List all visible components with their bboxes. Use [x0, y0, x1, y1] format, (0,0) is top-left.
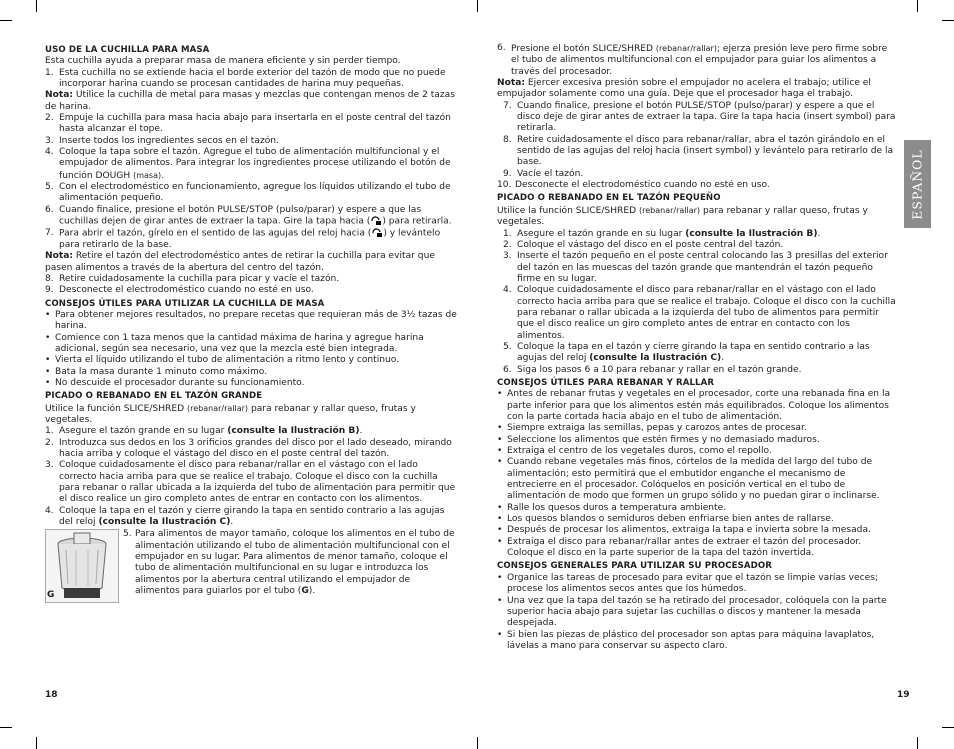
section-heading: CONSEJOS ÚTILES PARA REBANAR Y RALLAR	[497, 377, 715, 388]
list-item: 8. Retire cuidadosamente el disco para rebanar/rallar, abra el tazón girándolo en el sentido de las agujas del reloj hacia (insert symbol) y levántelo para retirarlo de la base.	[503, 134, 894, 168]
bullet-item: • Siempre extraiga las semillas, pepas y carozos antes de procesar.	[497, 423, 807, 434]
note: Nota: Ejercer excesiva presión sobre el empujador no acelera el trabajo; utilice el empujador solamente como una guía. Deje que el procesador haga el trabajo.	[497, 78, 871, 100]
bullet-item: • Extraiga el centro de los vegetales duros, como el repollo.	[497, 446, 772, 457]
paragraph: Esta cuchilla ayuda a preparar masa de manera eficiente y sin perder tiempo.	[45, 56, 401, 67]
list-item: 7. Cuando finalice, presione el botón PULSE/STOP (pulso/parar) y espere a que el disco deje de girar antes de extraer la tapa. Gire la tapa hacia (insert symbol) para retirarla.	[503, 100, 896, 134]
crop-mark	[477, 737, 478, 749]
crop-mark	[917, 0, 918, 12]
note: Nota: Utilice la cuchilla de metal para masas y mezclas que contengan menos de 2 tazas de harina.	[45, 90, 455, 112]
crop-mark	[0, 727, 12, 728]
bullet-item: • Organice las tareas de procesado para evitar que el tazón se limpie varias veces; procese los alimentos secos antes que los húmedos.	[497, 572, 879, 595]
list-item: 4. Coloque la tapa en el tazón y cierre girando la tapa en sentido contrario a las agujas del reloj (consulte la Ilustración C).	[45, 505, 445, 528]
bullet-item: • Los quesos blandos o semiduros deben enfriarse bien antes de rallarse.	[497, 514, 834, 525]
right-page-column	[497, 43, 897, 652]
page-number: 18	[45, 690, 58, 700]
section-heading: USO DE LA CUCHILLA PARA MASA	[45, 45, 210, 55]
bullet-item: • Ralle los quesos duros a temperatura ambiente.	[497, 502, 727, 513]
list-item: 8. Retire cuidadosamente la cuchilla para picar y vacíe el tazón.	[45, 273, 340, 284]
language-tab-label: ESPAÑOL	[910, 148, 925, 220]
left-page-column	[45, 43, 457, 603]
list-item: 2. Coloque el vástago del disco en el poste central del tazón.	[503, 239, 784, 250]
crop-mark	[942, 20, 954, 21]
illustration-g-image	[45, 529, 119, 603]
bullet-item: • Si bien las piezas de plástico del procesador son aptas para máquina lavaplatos, lávelas a mano para conservar su aspecto claro.	[497, 629, 875, 651]
list-item: 1. Asegure el tazón grande en su lugar (consulte la Ilustración B).	[503, 228, 821, 239]
crop-mark	[917, 737, 918, 749]
language-tab	[904, 140, 931, 228]
bullet-item: • Comience con 1 taza menos que la cantidad máxima de harina y agregue harina adicional, según sea necesario, una vez que la mezcla esté bien integrada.	[45, 332, 424, 354]
illustration-label: G	[47, 590, 55, 601]
list-item: 5. Coloque la tapa en el tazón y cierre girando la tapa en sentido contrario a las agujas del reloj (consulte la Ilustración C).	[503, 341, 870, 364]
illustration-g-block	[45, 529, 457, 603]
section-heading: CONSEJOS ÚTILES PARA UTILIZAR LA CUCHILLA DE MASA	[45, 298, 325, 309]
paragraph: Utilice la función SLICE/SHRED (rebanar/rallar) para rebanar y rallar queso, frutas y vegetales.	[497, 205, 868, 228]
section-heading: PICADO O REBANADO EN EL TAZÓN PEQUEÑO	[497, 193, 721, 204]
bullet-item: • Después de procesar los alimentos, extraiga la tapa e invierta sobre la mesada.	[497, 525, 871, 536]
list-item: 3. Inserte el tazón pequeño en el poste central colocando las 3 presillas del exterior del tazón en las muescas del tazón grande que mantendrán el tazón pequeño firme en su lugar.	[503, 251, 888, 284]
crop-mark	[942, 727, 954, 728]
list-item: 4. Coloque la tapa sobre el tazón. Agregue el tubo de alimentación multifuncional y el empujador de alimentos. Para integrar los ingredientes procese utilizando el botón de función DOUGH (masa).	[45, 147, 451, 181]
unlock-rotate-icon	[370, 216, 382, 226]
section-heading: CONSEJOS GENERALES PARA UTILIZAR SU PROCESADOR	[497, 561, 773, 572]
list-item: 3. Coloque cuidadosamente el disco para rebanar/rallar en el vástago con el lado correcto hacia arriba para que se realice el trabajo. Coloque el disco con la cuchilla para rebanar o rallar ubicada a la izquierda del tubo de alimentación para permitir que el disco realice un giro completo antes de entrar en contacto con los alimentos.	[45, 460, 456, 505]
list-item: 5. Con el electrodoméstico en funcionamiento, agregue los líquidos utilizando el tubo de alimentación pequeño.	[45, 182, 451, 204]
bullet-item: • Vierta el líquido utilizando el tubo de alimentación a ritmo lento y continuo.	[45, 355, 400, 366]
bullet-item: • Extraiga el disco para rebanar/rallar antes de extraer el tazón del procesador. Coloque el disco en la parte superior de la tapa del tazón invertida.	[497, 536, 862, 559]
list-item: 9. Desconecte el electrodoméstico cuando no esté en uso.	[45, 285, 314, 296]
page-number: 19	[897, 690, 910, 700]
list-item: 6. Presione el botón SLICE/SHRED (rebanar/rallar); ejerza presión leve pero firme sobre el tubo de alimentos multifuncional con el empujador para guiar los alimentos a través del procesador.	[497, 43, 888, 77]
list-item: 6. Siga los pasos 6 a 10 para rebanar y rallar en el tazón grande.	[503, 364, 802, 375]
list-item: 1. Asegure el tazón grande en su lugar (consulte la Ilustración B).	[45, 426, 363, 437]
note: Nota: Retire el tazón del electrodoméstico antes de retirar la cuchilla para evitar que pasen alimentos a través de la abertura del centro del tazón.	[45, 251, 435, 273]
crop-mark	[477, 0, 478, 12]
list-item: 2. Empuje la cuchilla para masa hacia abajo para insertarla en el poste central del tazón hasta alcanzar el tope.	[45, 113, 451, 135]
bullet-item: • Cuando rebane vegetales más finos, córtelos de la medida del largo del tubo de alimentación; esto permitirá que el embutidor enganche el mecanismo de entrecierre en el procesador. Colóquelos en posición vertical en el tubo de alimentación de modo que formen un grupo sólido y no puedan girar o inclinarse.	[497, 457, 880, 502]
list-item: 10. Desconecte el electrodoméstico cuando no esté en uso.	[497, 180, 770, 191]
list-item: 6. Cuando finalice, presione el botón PULSE/STOP (pulso/parar) y espere a que las cuchillas dejen de girar antes de extraer la tapa. Gire la tapa hacia ( ) para retirarla.	[45, 204, 452, 227]
list-item: 5. Para alimentos de mayor tamaño, coloque los alimentos en el tubo de alimentación utilizando el tubo de alimentación multifuncional con el empujador en su lugar. Para alimentos de menor tamaño, coloque el tubo de alimentación multifuncional en su lugar e introduzca los alimentos por la abertura central utilizando el empujador de alimentos para guiarlos por el tubo (G).	[123, 529, 455, 597]
bullet-item: • Una vez que la tapa del tazón se ha retirado del procesador, colóquela con la parte superior hacia abajo para sujetar las cuchillas o discos y mantener la mesada despejada.	[497, 595, 887, 629]
list-item: 3. Inserte todos los ingredientes secos en el tazón.	[45, 135, 279, 146]
list-item: 9. Vacíe el tazón.	[503, 168, 584, 179]
bullet-item: • Bata la masa durante 1 minuto como máximo.	[45, 366, 268, 377]
bullet-item: • Para obtener mejores resultados, no prepare recetas que requieran más de 3½ tazas de harina.	[45, 309, 457, 332]
paragraph: Utilice la función SLICE/SHRED (rebanar/rallar) para rebanar y rallar queso, frutas y vegetales.	[45, 403, 416, 425]
list-item: 1. Esta cuchilla no se extiende hacia el borde exterior del tazón de modo que no puede incorporar harina cuando se procesan cantidades de harina muy pequeñas.	[45, 67, 446, 90]
list-item: 4. Coloque cuidadosamente el disco para rebanar/rallar en el vástago con el lado correcto hacia arriba para que se realice el trabajo. Coloque el disco con la cuchilla para rebanar o rallar ubicada a la izquierda del tubo de alimentos para permitir que el disco realice un giro completo antes de entrar en contacto con los alimentos.	[503, 285, 896, 341]
bullet-item: • No descuide el procesador durante su funcionamiento.	[45, 377, 305, 388]
food-processor-bowl-icon	[46, 530, 118, 602]
list-item: 7. Para abrir el tazón, gírelo en el sentido de las agujas del reloj hacia ( ) y levántelo para retirarlo de la base.	[45, 228, 441, 250]
list-item: 2. Introduzca sus dedos en los 3 orificios grandes del disco por el lado deseado, mirando hacia arriba y coloque el vástago del disco en el poste central del tazón.	[45, 437, 452, 460]
section-heading: PICADO O REBANADO EN EL TAZÓN GRANDE	[45, 391, 263, 402]
bullet-item: • Seleccione los alimentos que estén firmes y no demasiado maduros.	[497, 434, 820, 445]
crop-mark	[36, 737, 37, 749]
unlock-rotate-icon	[371, 228, 383, 238]
crop-mark	[0, 20, 12, 21]
crop-mark	[36, 0, 37, 12]
bullet-item: • Antes de rebanar frutas y vegetales en el procesador, corte una rebanada fina en la parte inferior para que los alimentos estén más equilibrados. Coloque los alimentos con la parte cortada hacia abajo en el tubo de alimentación.	[497, 389, 891, 422]
